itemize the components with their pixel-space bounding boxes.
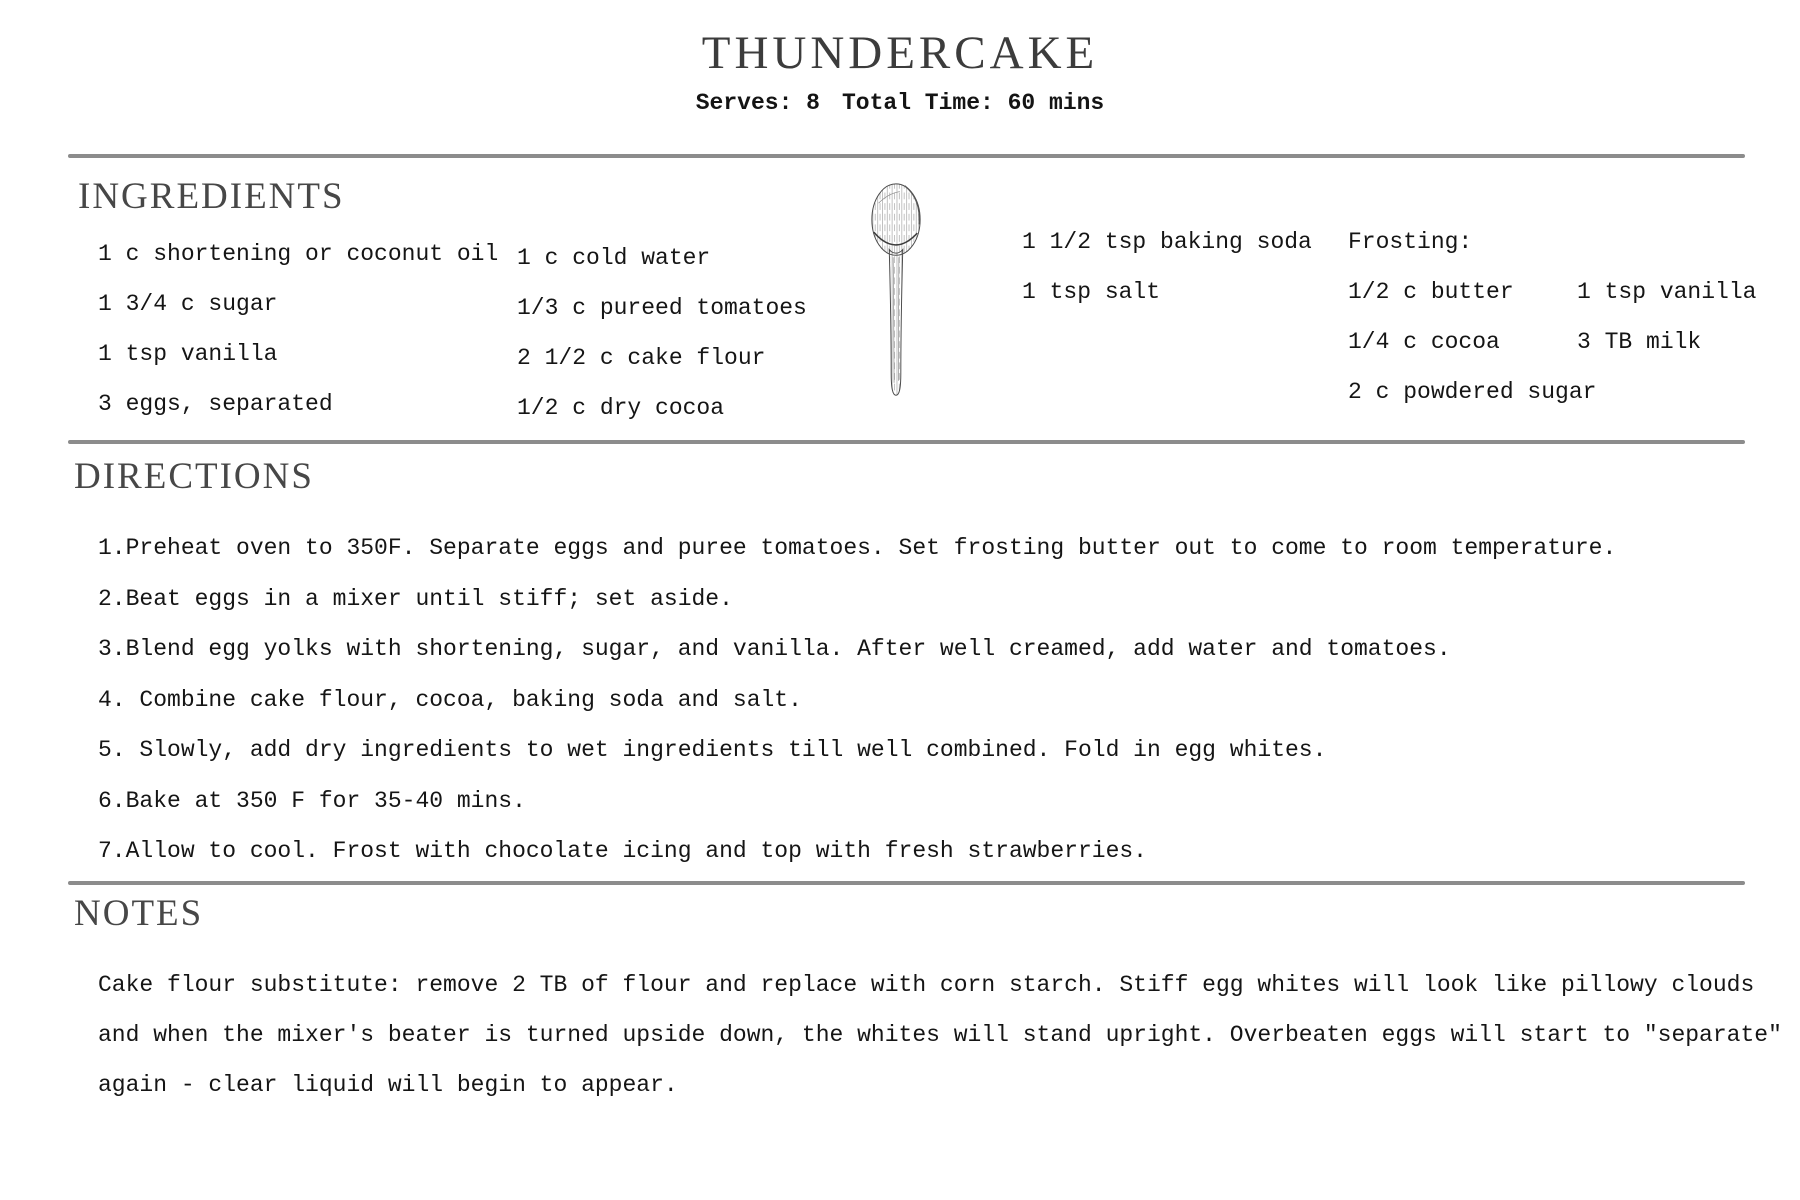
ingredient-item: 1/2 c dry cocoa [517,395,725,421]
direction-step: 4. Combine cake flour, cocoa, baking soda and salt. [98,686,802,713]
ingredient-item: 1 tsp vanilla [1577,279,1757,305]
directions-heading: DIRECTIONS [74,456,314,497]
frosting-column [1348,217,1596,417]
ingredients-section [0,157,1800,443]
recipe-header [0,0,1800,116]
direction-step: 7.Allow to cool. Frost with chocolate icing and top with fresh strawberries. [98,838,1147,864]
recipe-meta [0,90,1800,116]
serves-label: Serves: 8 [695,90,820,116]
ingredients-heading: INGREDIENTS [78,176,345,217]
ingredient-item: 1/4 c cocoa [1348,329,1500,355]
notes-section [0,884,1800,1200]
direction-step: 6.Bake at 350 F for 35-40 mins. [98,787,526,814]
page-title: THUNDERCAKE [701,27,1099,79]
ingredient-item: 1 tsp vanilla [98,341,278,367]
ingredient-item: 3 TB milk [1577,329,1702,355]
direction-step: 1.Preheat oven to 350F. Separate eggs and puree tomatoes. Set frosting butter out to come to room temperature. [98,535,1617,561]
ingredients-column-3 [1022,217,1312,317]
ingredient-item: 1 tsp salt [1022,279,1161,305]
ingredient-item: 1/2 c butter [1348,279,1514,305]
ingredient-item: 1 3/4 c sugar [98,291,278,317]
total-time-label: Total Time: 60 mins [841,90,1105,116]
direction-step: 2.Beat eggs in a mixer until stiff; set aside. [98,585,733,612]
ingredients-column-2 [517,233,807,433]
ingredients-column-1 [98,229,498,429]
ingredient-item: 1 1/2 tsp baking soda [1022,229,1312,255]
ingredient-item: 1 c cold water [517,245,711,271]
direction-step: 3.Blend egg yolks with shortening, sugar, and vanilla. After well creamed, add water and tomatoes. [98,636,1451,662]
notes-text: Cake flour substitute: remove 2 TB of flour and replace with corn starch. Stiff egg whites will look like pillowy clouds and when the mixer's beater is turned upside down, the whites will stand upright. Overbeaten eggs will start to "separate" again - clear liquid will begin to appear. [98,972,1782,1098]
ingredient-item: 2 1/2 c cake flour [517,345,766,371]
direction-step: 5. Slowly, add dry ingredients to wet ingredients till well combined. Fold in egg whites. [98,737,1327,763]
wooden-spoon-icon [866,180,926,402]
ingredient-item: 3 eggs, separated [98,391,333,417]
ingredient-item: 2 c powdered sugar [1348,379,1597,405]
frosting-heading: Frosting: [1348,229,1473,255]
frosting-column-2 [1577,267,1756,367]
notes-heading: NOTES [74,893,204,934]
frosting-list [1348,267,1596,417]
directions-steps [98,523,1616,877]
ingredient-item: 1 c shortening or coconut oil [98,241,499,267]
directions-section [0,443,1800,881]
ingredient-item: 1/3 c pureed tomatoes [517,295,807,321]
